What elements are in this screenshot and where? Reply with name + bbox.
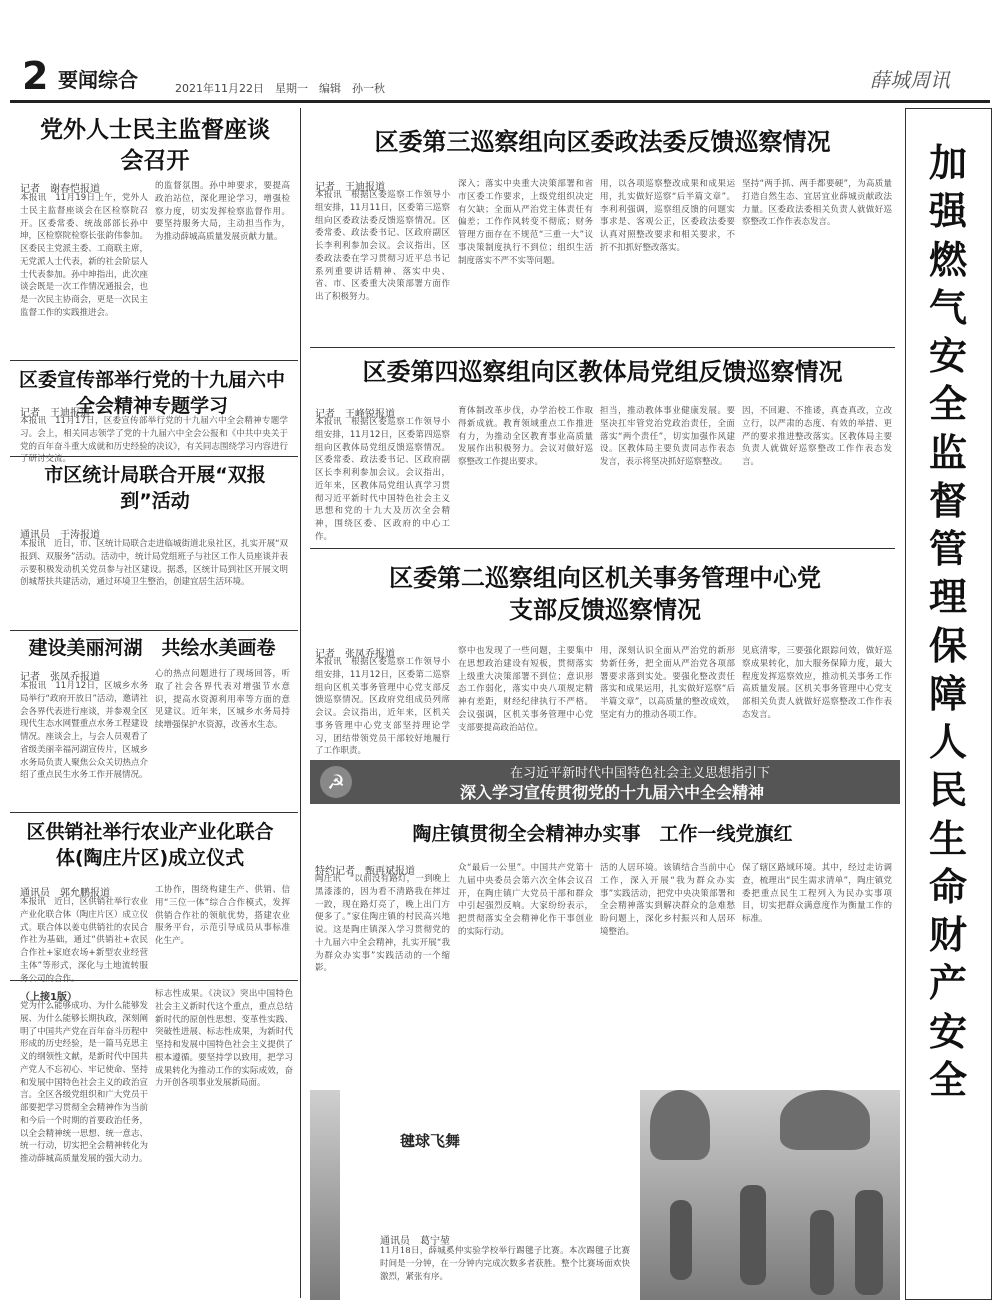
newspaper-brand: 薛城周讯 — [870, 68, 950, 92]
article-body: 的监督氛围。孙中坤要求，要提高政治站位，深化理论学习，增强检察力度，切实发挥检察监督作用。要坚持服务大局，主动担当作为，为推动薛城高质量发展贡献力量。 — [155, 181, 290, 242]
article-headline: 党外人士民主监督座谈会召开 — [40, 117, 270, 175]
commentary-body: 标志性成果。《决议》突出中国特色社会主义新时代这个重点，重点总结新时代的原创性思想、变革性实践、突破性进展、标志性成果，为新时代坚持和发展中国特色社会主义提供了根本遵循。要坚持学以致用，把学习成果转化为推动工作的实际成效，奋力开创各项事业发展新局面。 — [155, 989, 293, 1089]
section-divider — [10, 812, 298, 813]
photo-tree — [780, 1090, 870, 1150]
sidebar-slogan — [905, 108, 992, 1300]
article-byline: 通讯员 于涛报道 — [20, 530, 100, 541]
banner-line-1: 在习近平新时代中国特色社会主义思想指引下 — [510, 766, 771, 781]
article-byline: 特约记者 甄再斌报道 — [315, 866, 415, 877]
article-headline: 建设美丽河湖 共绘水美画卷 — [28, 637, 276, 659]
party-emblem-icon: ☭ — [320, 766, 352, 798]
article-body: 本报讯 根据区委巡察工作领导小组安排，11月12日，区委第四巡察组向区教体局党组反馈巡察情况。区委常委、政法委书记、区政府副区长李利利参加会议。会议指出，近年来，区教体局党组认真学习贯彻习近平新时代中国特色社会主义思想和党的十九大及历次全会精神，围绕区委、区政府的中心工作。 — [315, 417, 450, 542]
article-body: 因，不回避、不推诿，真查真改，立改立行，以严肃的态度、有效的举措、更严的要求推进整改落实。区教体局主要负责人就做好巡察整改工作作表态发言。 — [742, 406, 892, 467]
article-body: 本报讯 近日，市、区统计局联合走进临城街道北泉社区，扎实开展“双报到、双服务”活动。活动中，统计局党组班子与社区工作人员座谈并表示要积极发动机关党员参与社区建设。据悉，区统计局到社区开展文明创城帮扶共建活动，通过环境卫生整治，创建宜居生活环境。 — [20, 539, 288, 588]
article-byline: 记者 王迪报道 — [315, 182, 385, 193]
article-headline: 区委第二巡察组向区机关事务管理中心党支部反馈巡察情况 — [389, 564, 821, 625]
article-byline: 记者 张凤乔报道 — [315, 649, 395, 660]
article-body: 众“最后一公里”。中国共产党第十九届中央委员会第六次全体会议召开，在陶庄镇广大党员干部和群众中引起强烈反响。大家纷纷表示，把贯彻落实全会精神化作干事创业的实际行动。 — [458, 863, 593, 937]
section-divider — [310, 347, 895, 348]
article-body: 工协作，围绕构建生产、供销、信用“三位一体”综合合作模式，发挥供销合作社的领航优势，搭建农业服务平台，示范引导成员从事标准化生产。 — [155, 885, 290, 946]
theme-banner — [310, 760, 900, 804]
page-number: 2 — [22, 54, 49, 98]
article-body: 本报讯 11月19日上午，党外人士民主监督座谈会在区检察院召开。区委常委、统战部部长孙中坤，区检察院检察长张韵伟参加。区委民主党派主委、工商联主席，无党派人士代表，新的社会阶层人士代表参加。孙中坤指出，此次座谈会既是一次工作情况通报会，也是一次民主协商会，更是一次民主监督工作的实践推进会。 — [20, 193, 148, 318]
article-headline: 区委宣传部举行党的十九届六中全会精神专题学习 — [18, 369, 285, 417]
article-body: 本报讯 根据区委巡察工作领导小组安排，11月12日，区委第二巡察组向区机关事务管理中心党支部反馈巡察情况。区政府党组成员列席会议。会议指出，近年来，区机关事务管理中心党支部坚持理论学习，团结带领党员干部较好地履行了工作职责。 — [315, 657, 450, 757]
section-divider — [310, 548, 895, 549]
article-headline: 市区统计局联合开展“双报到”活动 — [44, 464, 266, 512]
section-divider — [10, 630, 298, 631]
news-photo — [310, 1090, 900, 1300]
article-body: 本报讯 近日，区供销社举行农业产业化联合体（陶庄片区）成立仪式。联合体以姜屯供销社的农民合作社为基础，通过“供销社+农民合作社+家庭农场+新型农业经营主体”等形式，深化与土地流转服务公司的合作。 — [20, 897, 148, 984]
photo-tree — [650, 1090, 710, 1160]
page-header — [10, 54, 990, 103]
article-byline: 记者 张凤乔报道 — [20, 672, 100, 683]
article-body: 用，以各项巡察整改成果和成果运用，扎实做好巡察“后半篇文章”。李利利强调，巡察组反馈的问题实事求是、客观公正，区委政法委要认真对照整改要求和相关要求，不折不扣抓好整改落实。 — [600, 179, 735, 253]
section-divider — [10, 360, 298, 361]
article-body: 用，深刻认识全面从严治党的新形势新任务，把全面从严治党各项部署要求落到实处。要强化整改责任落实和成果运用，扎实做好巡察“后半篇文章”，以高质量的整改成效，坚定有力的推动各项工作。 — [600, 646, 735, 720]
photo-person — [670, 1200, 692, 1280]
article-body: 心的热点问题进行了现场回答，听取了社会各界代表对增强节水意识，提高水资源利用率等方面的意见建议。近年来，区城乡水务局持续增强保护水资源，改善水生态。 — [155, 669, 290, 730]
photo-person — [855, 1190, 883, 1295]
article-headline: 陶庄镇贯彻全会精神办实事 工作一线党旗红 — [412, 823, 793, 845]
photo-byline: 通讯员 葛宁堃 — [380, 1236, 450, 1247]
article-body: 坚持“两手抓、两手都要硬”，为高质量打造自然生态、宜居宜业薛城贡献政法力量。区委政法委相关负责人就做好巡察整改工作作表态发言。 — [742, 179, 892, 228]
photo-person — [740, 1185, 766, 1285]
article-body: 育体制改革步伐，办学治校工作取得新成就。教育领域重点工作推进有力，为推动全区教育事业高质量发展作出积极努力。会议对做好巡察整改工作提出要求。 — [458, 406, 593, 467]
commentary-body: 党为什么能够成功、为什么能够发展、为什么能够长期执政，深刻阐明了中国共产党在百年奋斗历程中形成的历史经验，是一篇马克思主义的纲领性文献，是新时代中国共产党人不忘初心、牢记使命、坚持和发展中国特色社会主义的政治宣言。全区各级党组织和广大党员干部要把学习贯彻全会精神作为当前和今后一个时期的首要政治任务，以全会精神统一思想、统一意志、统一行动，切实把全会精神转化为推动薛城高质量发展的强大动力。 — [20, 1001, 148, 1164]
article-body: 担当，推动教体事业健康发展。要坚决扛牢管党治党政治责任，全面落实“两个责任”，切实加强作风建设。区教体局主要负责同志作表态发言，表示将坚决抓好巡察整改。 — [600, 406, 735, 467]
photo-body: 11月18日，薛城奚仲实验学校举行踢毽子比赛。本次踢毽子比赛时间是一分钟，在一分钟内完成次数多者获胜。整个比赛场面欢快激烈，紧张有序。 — [380, 1246, 630, 1282]
article-byline: 通讯员 郭允鹏报道 — [20, 888, 110, 899]
article-body: 本报讯 11月12日，区城乡水务局举行“政府开放日”活动，邀请社会各界代表进行座谈，并参观全区现代生态水网暨重点水务工程建设情况。座谈会上，与会人员观看了省级美丽幸福河湖宣传片，区城乡水务局负责人聚焦公众关切热点介绍了重点民生水务工作开展情况。 — [20, 681, 148, 781]
article-body: 保了辖区路域环境。其中，经过走访调查，梳理出“民生需求清单”，陶庄镇党委把重点民生工程列入为民办实事项目，切实把群众满意度作为衡量工作的标准。 — [742, 863, 892, 924]
article-body: 陶庄讯 “以前没有路灯，一到晚上黑漆漆的，因为看不清路我在摔过一跤，现在路灯亮了，晚上出门方便多了。”家住陶庄镇的村民高兴地说。这是陶庄镇深入学习贯彻党的十九届六中全会精神，扎实开展“我为群众办实事”实践活动的一个缩影。 — [315, 874, 450, 974]
photo-title: 毽球飞舞 — [400, 1132, 461, 1150]
article-body: 本报讯 根据区委巡察工作领导小组安排，11月11日，区委第三巡察组向区委政法委反馈巡察情况。区委常委、政法委书记、区政府副区长李利利参加会议。会议指出，区委政法委在学习贯彻习近平总书记系列重要讲话精神、落实中央、省、市、区委重大决策部署方面作出了积极努力。 — [315, 190, 450, 302]
article-body: 本报讯 11月17日，区委宣传部举行党的十九届六中全会精神专题学习。会上，相关同志领学了党的十九届六中全会公报和《中共中央关于党的百年奋斗重大成就和历史经验的决议》，有关同志围绕学习内容进行了研讨交流。 — [20, 416, 288, 465]
column-divider — [300, 108, 301, 1298]
photo-person — [810, 1210, 834, 1295]
article-headline: 区供销社举行农业产业化联合体(陶庄片区)成立仪式 — [26, 821, 274, 869]
article-byline: 记者 谢春恺报道 — [20, 184, 100, 195]
commentary-label: （上接1版） — [20, 992, 77, 1003]
article-headline: 区委第三巡察组向区委政法委反馈巡察情况 — [374, 128, 831, 156]
photo-caption — [340, 1090, 640, 1300]
section-title: 要闻综合 — [58, 68, 138, 92]
date-line: 2021年11月22日 星期一 编辑 孙一秋 — [175, 82, 385, 95]
banner-line-2: 深入学习宣传贯彻党的十九届六中全会精神 — [460, 783, 765, 802]
article-body: 见底清零，三要强化跟踪问效，做好巡察成果转化，加大服务保障力度，最大程度发挥巡察效应，推动机关事务工作高质量发展。区机关事务管理中心党支部相关负责人就做好巡察整改工作作表态发言。 — [742, 646, 892, 720]
article-byline: 记者 王迪报道 — [20, 408, 90, 419]
article-byline: 记者 王峰锐报道 — [315, 409, 395, 420]
article-body: 活的人居环境。该镇结合当前中心工作，深入开展“我为群众办实事”实践活动，把党中央决策部署和全会精神落实到解决群众的急难愁盼问题上，深化乡村振兴和人居环境整治。 — [600, 863, 735, 937]
article-headline: 区委第四巡察组向区教体局党组反馈巡察情况 — [362, 358, 843, 386]
article-body: 深入；落实中央重大决策部署和省市区委工作要求，上级党组织决定有欠缺；全面从严治党主体责任有偏差；工作作风转变不彻底；财务管理方面存在不规范“三重一大”议事决策制度执行不到位；组织生活制度落实不严不实等问题。 — [458, 179, 593, 266]
sidebar-slogan-text: 加强燃气安全监督管理 保障人民生命财产安全 — [928, 141, 967, 1102]
article-body: 察中也发现了一些问题，主要集中在思想政治建设有短板，贯彻落实上级重大决策部署不到位；意识形态工作弱化，落实中央八项规定精神有差距，财经纪律执行不严格。会议强调，区机关事务管理中心党支部要提高政治站位。 — [458, 646, 593, 733]
